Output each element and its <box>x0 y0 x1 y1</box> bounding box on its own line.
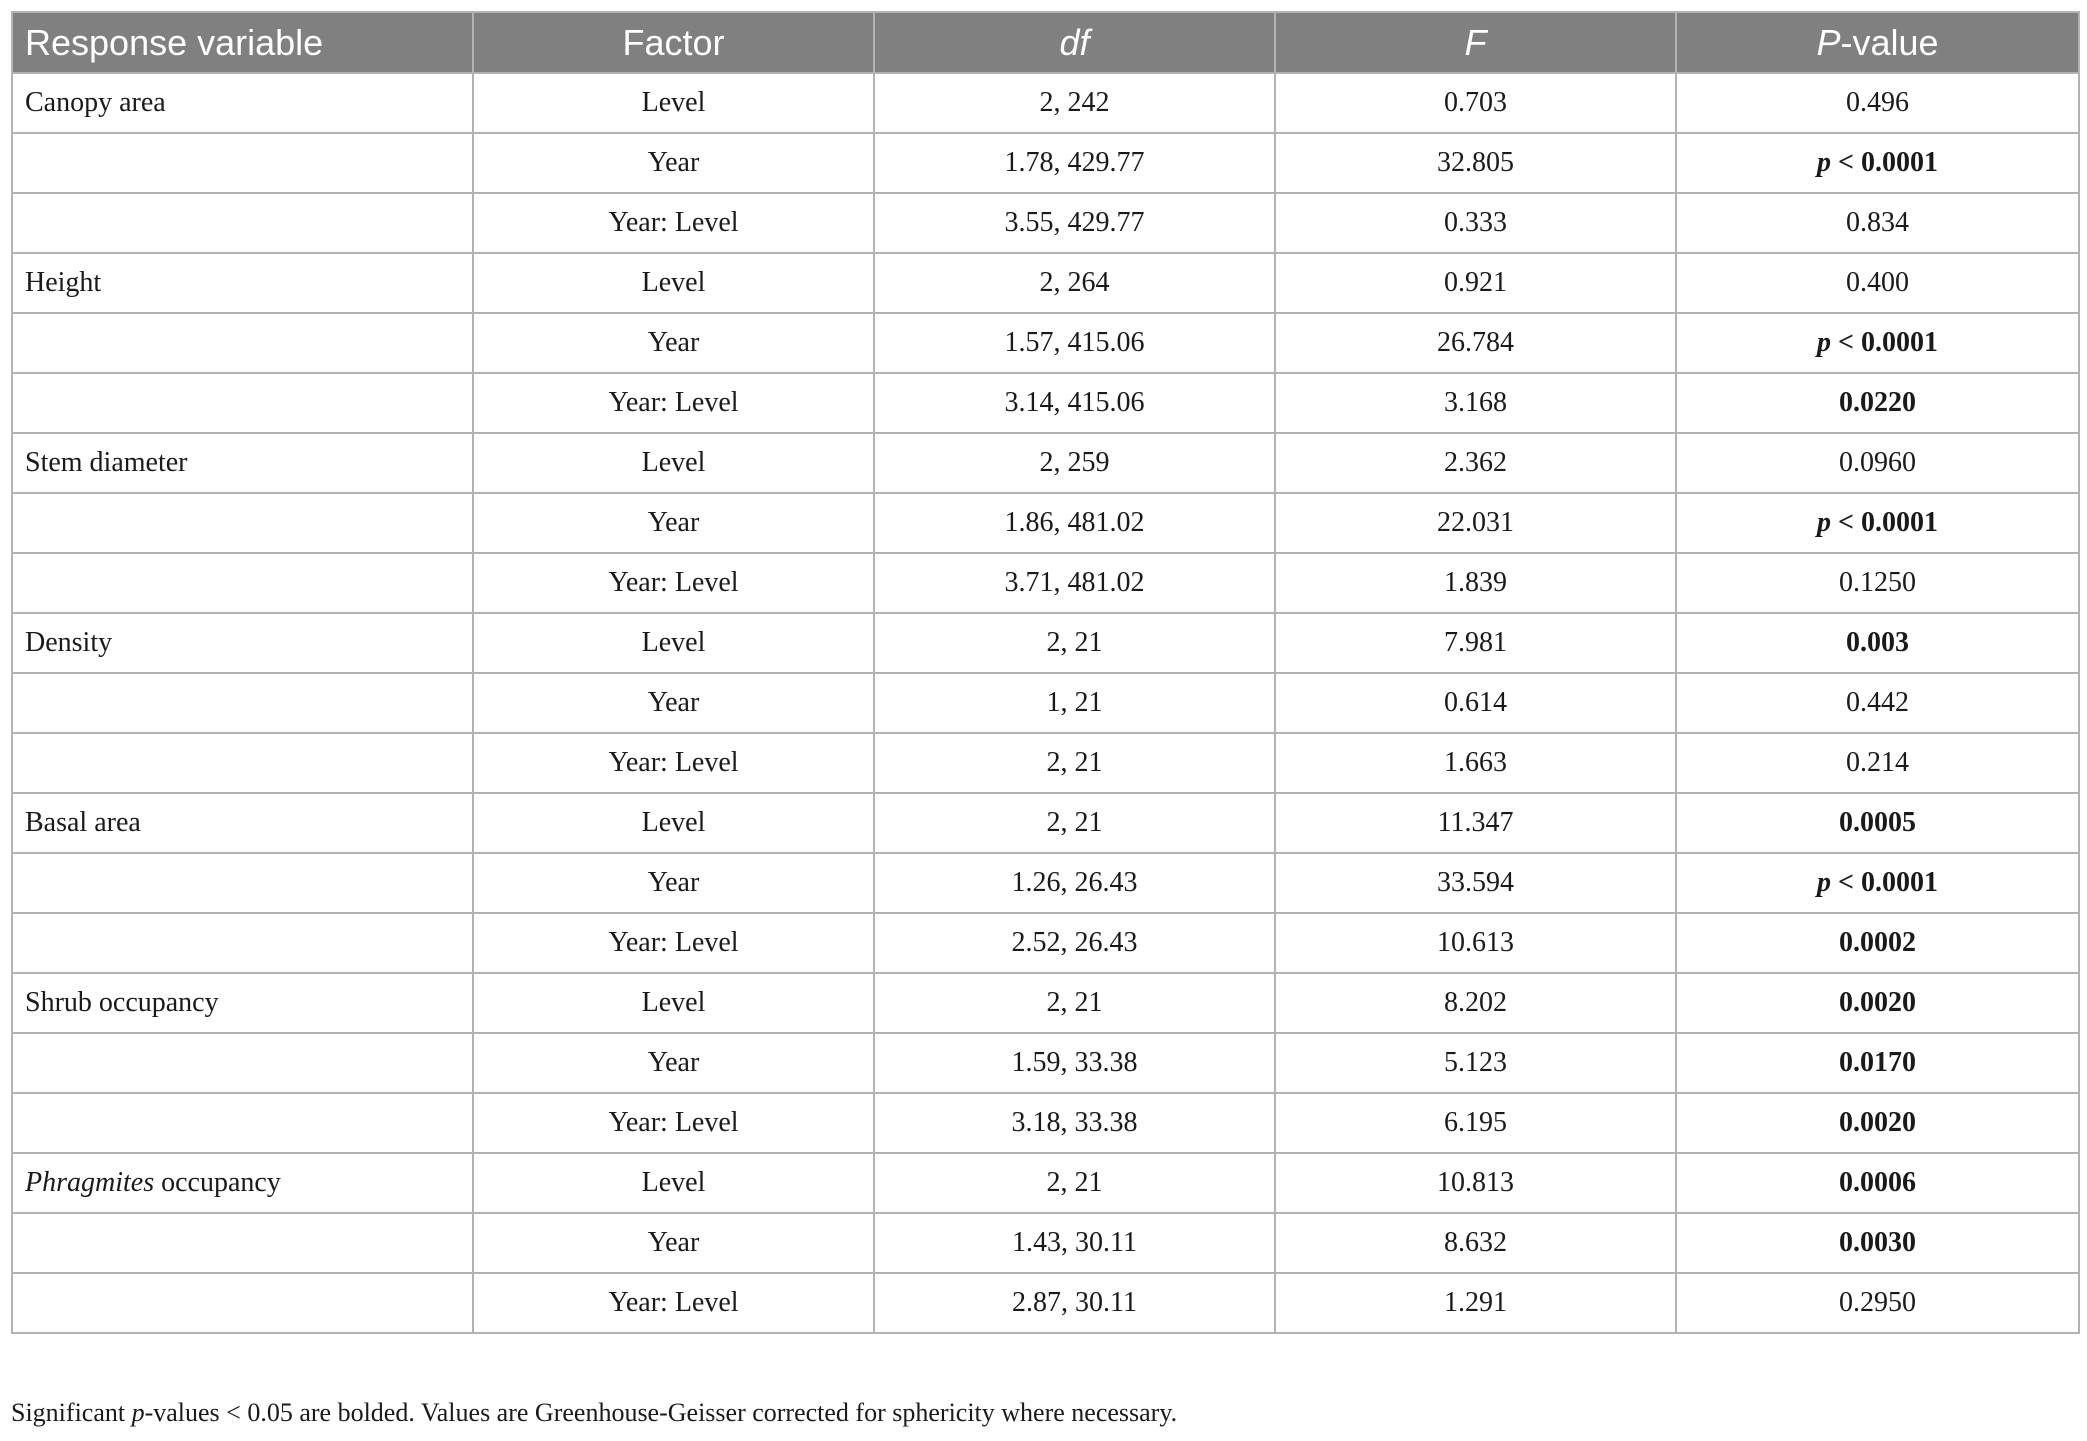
table-row <box>12 913 2079 973</box>
response-variable-cell <box>12 613 473 673</box>
f-value-cell: 3.168 <box>1275 373 1676 433</box>
table-row <box>12 673 2079 733</box>
table-header <box>12 12 2079 73</box>
df-cell: 2, 264 <box>874 253 1275 313</box>
column-header-response-variable <box>12 12 473 73</box>
table-row <box>12 1213 2079 1273</box>
p-value-cell: 0.834 <box>1676 193 2079 253</box>
response-variable-text: occupancy <box>154 1167 281 1198</box>
table-row <box>12 253 2079 313</box>
p-value-cell: 0.0006 <box>1676 1153 2079 1213</box>
df-cell: 2, 21 <box>874 793 1275 853</box>
f-value-cell: 1.839 <box>1275 553 1676 613</box>
table-row <box>12 613 2079 673</box>
p-value-cell: 0.0170 <box>1676 1033 2079 1093</box>
p-threshold-text: < 0.0001 <box>1831 147 1938 178</box>
f-value-cell: 1.663 <box>1275 733 1676 793</box>
df-cell: 3.71, 481.02 <box>874 553 1275 613</box>
f-value-cell: 5.123 <box>1275 1033 1676 1093</box>
header-row <box>12 12 2079 73</box>
f-value-cell: 26.784 <box>1275 313 1676 373</box>
factor-cell: Year: Level <box>473 553 874 613</box>
p-value-cell: 0.442 <box>1676 673 2079 733</box>
f-value-cell: 6.195 <box>1275 1093 1676 1153</box>
f-value-cell: 0.614 <box>1275 673 1676 733</box>
df-cell: 1.26, 26.43 <box>874 853 1275 913</box>
table-body <box>12 73 2079 1333</box>
table-footnote <box>11 1398 1177 1428</box>
response-variable-cell <box>12 433 473 493</box>
table-row <box>12 793 2079 853</box>
table-row <box>12 1273 2079 1333</box>
factor-cell: Level <box>473 613 874 673</box>
df-cell: 1, 21 <box>874 673 1275 733</box>
df-cell: 3.18, 33.38 <box>874 1093 1275 1153</box>
anova-results-table <box>11 11 2080 1334</box>
response-variable-text: Basal area <box>25 807 141 838</box>
f-value-cell: 0.333 <box>1275 193 1676 253</box>
column-header-text: Factor <box>622 21 725 63</box>
f-value-cell: 1.291 <box>1275 1273 1676 1333</box>
p-value-cell: 0.0030 <box>1676 1213 2079 1273</box>
p-symbol: p <box>1817 867 1832 898</box>
response-variable-cell <box>12 913 473 973</box>
df-cell: 2, 21 <box>874 613 1275 673</box>
table-row <box>12 973 2079 1033</box>
p-value-cell: 0.0020 <box>1676 1093 2079 1153</box>
column-header-df <box>874 12 1275 73</box>
factor-cell: Level <box>473 73 874 133</box>
factor-cell: Year <box>473 673 874 733</box>
table-row <box>12 853 2079 913</box>
factor-cell: Year <box>473 313 874 373</box>
response-variable-text: Stem diameter <box>25 447 188 478</box>
factor-cell: Year: Level <box>473 193 874 253</box>
df-cell: 2, 21 <box>874 1153 1275 1213</box>
response-variable-cell <box>12 133 473 193</box>
f-value-cell: 7.981 <box>1275 613 1676 673</box>
p-value-cell: 0.0002 <box>1676 913 2079 973</box>
column-header-factor <box>473 12 874 73</box>
response-variable-cell <box>12 853 473 913</box>
factor-cell: Year: Level <box>473 1093 874 1153</box>
response-variable-cell <box>12 973 473 1033</box>
p-symbol: p <box>1817 147 1832 178</box>
column-header-text: -value <box>1840 21 1939 63</box>
factor-cell: Year: Level <box>473 1273 874 1333</box>
table-row <box>12 733 2079 793</box>
p-value-cell <box>1676 853 2079 913</box>
f-value-cell: 8.202 <box>1275 973 1676 1033</box>
df-cell: 1.57, 415.06 <box>874 313 1275 373</box>
p-value-cell <box>1676 133 2079 193</box>
column-header-p-value <box>1676 12 2079 73</box>
response-variable-text: Shrub occupancy <box>25 987 219 1018</box>
response-variable-cell <box>12 313 473 373</box>
column-header-text: F <box>1464 21 1487 63</box>
p-value-cell: 0.214 <box>1676 733 2079 793</box>
p-symbol: p <box>1817 507 1832 538</box>
p-symbol: p <box>1817 327 1832 358</box>
factor-cell: Level <box>473 1153 874 1213</box>
p-value-cell: 0.0020 <box>1676 973 2079 1033</box>
df-cell: 2.52, 26.43 <box>874 913 1275 973</box>
p-value-cell: 0.1250 <box>1676 553 2079 613</box>
response-variable-cell <box>12 673 473 733</box>
df-cell: 2, 21 <box>874 733 1275 793</box>
response-variable-italic: Phragmites <box>25 1167 155 1198</box>
factor-cell: Year <box>473 853 874 913</box>
response-variable-cell <box>12 1033 473 1093</box>
response-variable-cell <box>12 1273 473 1333</box>
df-cell: 2, 21 <box>874 973 1275 1033</box>
p-value-cell: 0.003 <box>1676 613 2079 673</box>
df-cell: 2.87, 30.11 <box>874 1273 1275 1333</box>
response-variable-cell <box>12 1153 473 1213</box>
factor-cell: Year <box>473 1213 874 1273</box>
response-variable-cell <box>12 73 473 133</box>
f-value-cell: 11.347 <box>1275 793 1676 853</box>
df-cell: 3.55, 429.77 <box>874 193 1275 253</box>
table-row <box>12 553 2079 613</box>
p-threshold-text: < 0.0001 <box>1831 507 1938 538</box>
factor-cell: Level <box>473 973 874 1033</box>
f-value-cell: 2.362 <box>1275 433 1676 493</box>
df-cell: 1.86, 481.02 <box>874 493 1275 553</box>
f-value-cell: 33.594 <box>1275 853 1676 913</box>
column-header-f <box>1275 12 1676 73</box>
p-value-cell: 0.0960 <box>1676 433 2079 493</box>
table-row <box>12 193 2079 253</box>
response-variable-text: Height <box>25 267 102 298</box>
table-row <box>12 373 2079 433</box>
df-cell: 2, 259 <box>874 433 1275 493</box>
df-cell: 2, 242 <box>874 73 1275 133</box>
footnote-post: -values < 0.05 are bolded. Values are Greenhouse-Geisser corrected for sphericity where necessary. <box>144 1398 1178 1427</box>
response-variable-cell <box>12 373 473 433</box>
response-variable-cell <box>12 553 473 613</box>
column-header-text: P <box>1816 21 1841 63</box>
footnote-italic: p <box>131 1398 145 1427</box>
df-cell: 3.14, 415.06 <box>874 373 1275 433</box>
p-value-cell: 0.496 <box>1676 73 2079 133</box>
p-value-cell: 0.0005 <box>1676 793 2079 853</box>
response-variable-cell <box>12 493 473 553</box>
p-value-cell: 0.400 <box>1676 253 2079 313</box>
response-variable-cell <box>12 793 473 853</box>
p-value-cell: 0.0220 <box>1676 373 2079 433</box>
factor-cell: Year: Level <box>473 373 874 433</box>
f-value-cell: 0.921 <box>1275 253 1676 313</box>
f-value-cell: 0.703 <box>1275 73 1676 133</box>
table-row <box>12 433 2079 493</box>
table-row <box>12 493 2079 553</box>
footnote-pre: Significant <box>11 1398 132 1427</box>
table-row <box>12 1153 2079 1213</box>
df-cell: 1.59, 33.38 <box>874 1033 1275 1093</box>
f-value-cell: 32.805 <box>1275 133 1676 193</box>
f-value-cell: 10.613 <box>1275 913 1676 973</box>
p-value-cell <box>1676 493 2079 553</box>
response-variable-cell <box>12 733 473 793</box>
p-threshold-text: < 0.0001 <box>1831 327 1938 358</box>
table-row <box>12 73 2079 133</box>
factor-cell: Year <box>473 493 874 553</box>
factor-cell: Level <box>473 433 874 493</box>
table-row <box>12 1033 2079 1093</box>
factor-cell: Year: Level <box>473 733 874 793</box>
f-value-cell: 10.813 <box>1275 1153 1676 1213</box>
table-row <box>12 133 2079 193</box>
response-variable-cell <box>12 1093 473 1153</box>
factor-cell: Level <box>473 253 874 313</box>
factor-cell: Year <box>473 1033 874 1093</box>
df-cell: 1.43, 30.11 <box>874 1213 1275 1273</box>
response-variable-text: Density <box>25 627 113 658</box>
response-variable-cell <box>12 193 473 253</box>
p-value-cell <box>1676 313 2079 373</box>
response-variable-text: Canopy area <box>25 87 166 118</box>
p-threshold-text: < 0.0001 <box>1831 867 1938 898</box>
column-header-text: df <box>1059 21 1090 63</box>
p-value-cell: 0.2950 <box>1676 1273 2079 1333</box>
table-row <box>12 1093 2079 1153</box>
factor-cell: Year: Level <box>473 913 874 973</box>
factor-cell: Level <box>473 793 874 853</box>
table-row <box>12 313 2079 373</box>
df-cell: 1.78, 429.77 <box>874 133 1275 193</box>
f-value-cell: 22.031 <box>1275 493 1676 553</box>
column-header-text: Response variable <box>25 21 324 63</box>
response-variable-cell <box>12 1213 473 1273</box>
f-value-cell: 8.632 <box>1275 1213 1676 1273</box>
response-variable-cell <box>12 253 473 313</box>
factor-cell: Year <box>473 133 874 193</box>
